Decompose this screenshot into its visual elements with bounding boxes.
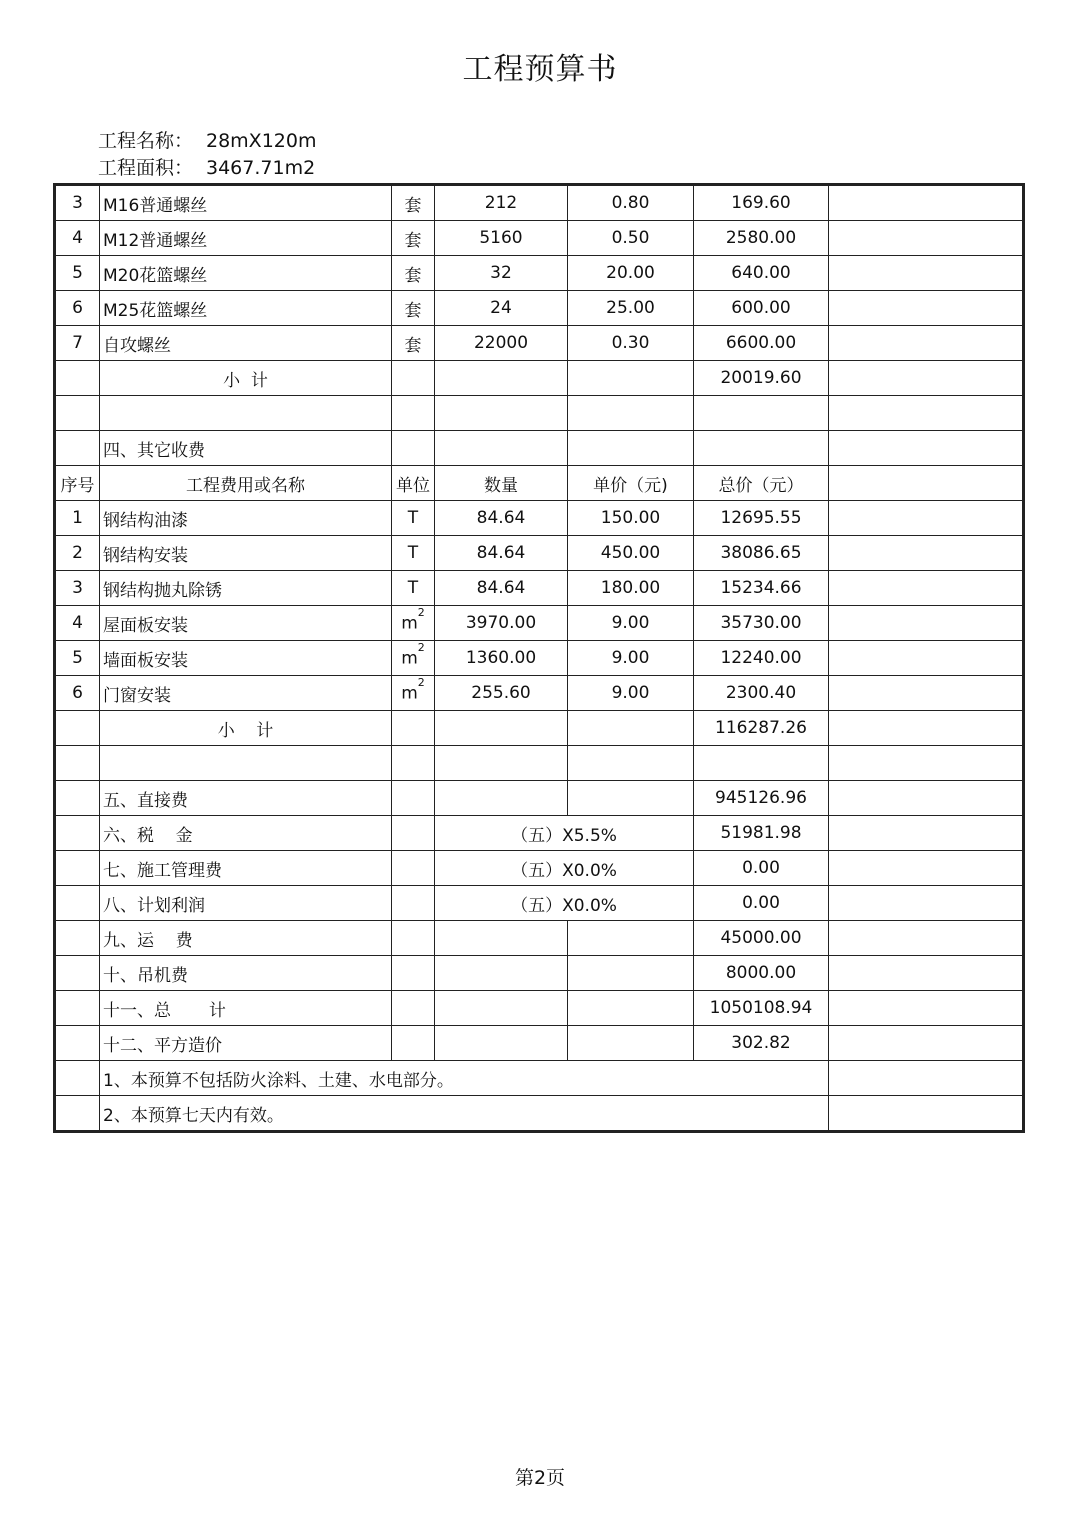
row-name: M16普通螺丝: [100, 186, 392, 221]
project-area-value: 3467.71m2: [206, 157, 316, 179]
empty-cell: [56, 1061, 100, 1096]
empty-cell: [829, 991, 1023, 1026]
empty-cell: [568, 1026, 694, 1061]
row-remark: [829, 291, 1023, 326]
row-total: 15234.66: [694, 571, 829, 606]
row-unit: 套: [392, 291, 435, 326]
row-unit: 套: [392, 186, 435, 221]
project-area-label: 工程面积：: [98, 157, 194, 179]
empty-cell: [829, 816, 1023, 851]
subtotal-row: [56, 711, 1023, 746]
row-qty: 255.60: [435, 676, 568, 711]
row-price: 0.50: [568, 221, 694, 256]
empty-cell: [56, 781, 100, 816]
table-row: [56, 606, 1023, 641]
summary-label: 七、施工管理费: [100, 851, 392, 886]
empty-cell: [568, 746, 694, 781]
empty-cell: [56, 851, 100, 886]
row-price: 20.00: [568, 256, 694, 291]
empty-cell: [829, 956, 1023, 991]
empty-cell: [435, 956, 568, 991]
table-row: [56, 326, 1023, 361]
row-remark: [829, 256, 1023, 291]
table-row: [56, 501, 1023, 536]
empty-cell: [392, 851, 435, 886]
header-name: 工程费用或名称: [100, 466, 392, 501]
row-no: 6: [56, 676, 100, 711]
header-qty: 数量: [435, 466, 568, 501]
row-total: 640.00: [694, 256, 829, 291]
empty-cell: [392, 431, 435, 466]
header-no: 序号: [56, 466, 100, 501]
header-total: 总价（元）: [694, 466, 829, 501]
empty-cell: [694, 746, 829, 781]
empty-cell: [568, 991, 694, 1026]
empty-cell: [56, 746, 100, 781]
empty-cell: [100, 746, 392, 781]
empty-cell: [435, 1026, 568, 1061]
row-no: 3: [56, 186, 100, 221]
summary-label: 六、税 金: [100, 816, 392, 851]
row-qty: 84.64: [435, 501, 568, 536]
summary-value: 945126.96: [694, 781, 829, 816]
empty-cell: [829, 396, 1023, 431]
row-name: 门窗安装: [100, 676, 392, 711]
row-price: 450.00: [568, 536, 694, 571]
row-price: 0.30: [568, 326, 694, 361]
empty-cell: [694, 396, 829, 431]
row-remark: [829, 221, 1023, 256]
row-price: 25.00: [568, 291, 694, 326]
summary-row-crane: [56, 956, 1023, 991]
empty-cell: [56, 431, 100, 466]
row-remark: [829, 606, 1023, 641]
empty-cell: [56, 991, 100, 1026]
empty-cell: [829, 781, 1023, 816]
row-price: 180.00: [568, 571, 694, 606]
empty-cell: [56, 816, 100, 851]
summary-value: 1050108.94: [694, 991, 829, 1026]
empty-cell: [56, 956, 100, 991]
empty-cell: [392, 991, 435, 1026]
page-number: 第2页: [514, 1467, 566, 1489]
row-qty: 212: [435, 186, 568, 221]
blank-row: [56, 396, 1023, 431]
row-price: 9.00: [568, 606, 694, 641]
subtotal-label: 小 计: [100, 711, 392, 746]
row-qty: 84.64: [435, 536, 568, 571]
summary-label: 八、计划利润: [100, 886, 392, 921]
empty-cell: [56, 1096, 100, 1131]
empty-cell: [829, 466, 1023, 501]
empty-cell: [56, 361, 100, 396]
header-price: 单价（元): [568, 466, 694, 501]
table-row: [56, 536, 1023, 571]
empty-cell: [100, 396, 392, 431]
empty-cell: [568, 956, 694, 991]
row-name: 屋面板安装: [100, 606, 392, 641]
row-no: 4: [56, 606, 100, 641]
unit-text: m: [401, 683, 418, 704]
unit-superscript: 2: [417, 676, 425, 690]
row-unit: 套: [392, 221, 435, 256]
summary-label: 九、运 费: [100, 921, 392, 956]
blank-row: [56, 746, 1023, 781]
empty-cell: [568, 921, 694, 956]
summary-label: 五、直接费: [100, 781, 392, 816]
summary-formula: （五）X5.5%: [435, 816, 694, 851]
summary-label: 十二、平方造价: [100, 1026, 392, 1061]
summary-label: 十一、总 计: [100, 991, 392, 1026]
row-name: 自攻螺丝: [100, 326, 392, 361]
row-name: 钢结构油漆: [100, 501, 392, 536]
empty-cell: [435, 361, 568, 396]
summary-value: 0.00: [694, 886, 829, 921]
row-no: 5: [56, 256, 100, 291]
empty-cell: [392, 396, 435, 431]
row-no: 2: [56, 536, 100, 571]
table-row: [56, 291, 1023, 326]
row-price: 150.00: [568, 501, 694, 536]
empty-cell: [829, 361, 1023, 396]
row-unit: 套: [392, 326, 435, 361]
table-row: [56, 676, 1023, 711]
row-unit: [392, 641, 435, 676]
row-qty: 84.64: [435, 571, 568, 606]
section-heading: 四、其它收费: [100, 431, 392, 466]
section-heading-row: [56, 431, 1023, 466]
empty-cell: [829, 711, 1023, 746]
subtotal-value: 20019.60: [694, 361, 829, 396]
row-no: 7: [56, 326, 100, 361]
empty-cell: [56, 886, 100, 921]
summary-row-total: [56, 991, 1023, 1026]
subtotal-row: [56, 361, 1023, 396]
row-total: 12240.00: [694, 641, 829, 676]
empty-cell: [435, 781, 568, 816]
empty-cell: [392, 746, 435, 781]
header-unit: 单位: [392, 466, 435, 501]
empty-cell: [568, 431, 694, 466]
empty-cell: [568, 781, 694, 816]
empty-cell: [435, 711, 568, 746]
row-no: 5: [56, 641, 100, 676]
row-qty: 24: [435, 291, 568, 326]
row-qty: 5160: [435, 221, 568, 256]
table-row: [56, 186, 1023, 221]
project-area-line: [98, 153, 315, 180]
row-name: M25花篮螺丝: [100, 291, 392, 326]
empty-cell: [392, 886, 435, 921]
unit-text: m: [401, 613, 418, 634]
empty-cell: [568, 396, 694, 431]
row-remark: [829, 536, 1023, 571]
row-no: 1: [56, 501, 100, 536]
budget-table: [55, 185, 1023, 1131]
row-remark: [829, 641, 1023, 676]
row-name: M20花篮螺丝: [100, 256, 392, 291]
table-row: [56, 571, 1023, 606]
empty-cell: [392, 711, 435, 746]
empty-cell: [829, 1026, 1023, 1061]
header-row: [56, 466, 1023, 501]
row-remark: [829, 326, 1023, 361]
table-row: [56, 641, 1023, 676]
row-name: 钢结构安装: [100, 536, 392, 571]
empty-cell: [829, 1096, 1023, 1131]
row-total: 169.60: [694, 186, 829, 221]
row-total: 12695.55: [694, 501, 829, 536]
row-remark: [829, 501, 1023, 536]
row-unit: [392, 676, 435, 711]
row-name: 墙面板安装: [100, 641, 392, 676]
empty-cell: [829, 431, 1023, 466]
summary-row-direct: [56, 781, 1023, 816]
unit-superscript: 2: [417, 606, 425, 620]
project-name-line: [98, 126, 316, 153]
row-total: 38086.65: [694, 536, 829, 571]
project-name-value: 28mX120m: [206, 130, 317, 152]
project-name-label: 工程名称：: [98, 130, 194, 152]
subtotal-label: 小 计: [100, 361, 392, 396]
summary-value: 302.82: [694, 1026, 829, 1061]
summary-label: 十、吊机费: [100, 956, 392, 991]
row-qty: 3970.00: [435, 606, 568, 641]
row-no: 6: [56, 291, 100, 326]
note-text: 1、本预算不包括防火涂料、土建、水电部分。: [100, 1061, 829, 1096]
row-total: 2300.40: [694, 676, 829, 711]
summary-row-freight: [56, 921, 1023, 956]
row-remark: [829, 571, 1023, 606]
empty-cell: [829, 886, 1023, 921]
empty-cell: [392, 956, 435, 991]
summary-formula: （五）X0.0%: [435, 851, 694, 886]
empty-cell: [56, 921, 100, 956]
row-name: M12普通螺丝: [100, 221, 392, 256]
row-unit: T: [392, 501, 435, 536]
row-total: 600.00: [694, 291, 829, 326]
empty-cell: [829, 851, 1023, 886]
row-price: 0.80: [568, 186, 694, 221]
summary-formula: （五）X0.0%: [435, 886, 694, 921]
summary-row-management: [56, 851, 1023, 886]
row-unit: T: [392, 536, 435, 571]
note-row: [56, 1061, 1023, 1096]
row-qty: 22000: [435, 326, 568, 361]
row-unit: 套: [392, 256, 435, 291]
empty-cell: [392, 781, 435, 816]
note-row: [56, 1096, 1023, 1131]
row-unit: T: [392, 571, 435, 606]
row-total: 6600.00: [694, 326, 829, 361]
summary-value: 45000.00: [694, 921, 829, 956]
empty-cell: [392, 1026, 435, 1061]
note-text: 2、本预算七天内有效。: [100, 1096, 829, 1131]
empty-cell: [829, 1061, 1023, 1096]
summary-row-tax: [56, 816, 1023, 851]
row-qty: 32: [435, 256, 568, 291]
empty-cell: [568, 711, 694, 746]
empty-cell: [829, 921, 1023, 956]
row-price: 9.00: [568, 676, 694, 711]
document-title: 工程预算书: [462, 52, 618, 87]
empty-cell: [435, 921, 568, 956]
empty-cell: [435, 431, 568, 466]
row-price: 9.00: [568, 641, 694, 676]
empty-cell: [829, 746, 1023, 781]
row-unit: [392, 606, 435, 641]
row-no: 3: [56, 571, 100, 606]
summary-value: 0.00: [694, 851, 829, 886]
summary-row-profit: [56, 886, 1023, 921]
table-row: [56, 221, 1023, 256]
table-row: [56, 256, 1023, 291]
row-no: 4: [56, 221, 100, 256]
empty-cell: [694, 431, 829, 466]
row-qty: 1360.00: [435, 641, 568, 676]
empty-cell: [435, 396, 568, 431]
row-name: 钢结构抛丸除锈: [100, 571, 392, 606]
summary-value: 51981.98: [694, 816, 829, 851]
empty-cell: [392, 921, 435, 956]
empty-cell: [435, 746, 568, 781]
summary-value: 8000.00: [694, 956, 829, 991]
unit-superscript: 2: [417, 641, 425, 655]
empty-cell: [56, 711, 100, 746]
row-remark: [829, 186, 1023, 221]
empty-cell: [56, 1026, 100, 1061]
unit-text: m: [401, 648, 418, 669]
empty-cell: [392, 816, 435, 851]
empty-cell: [435, 991, 568, 1026]
row-total: 35730.00: [694, 606, 829, 641]
empty-cell: [568, 361, 694, 396]
row-total: 2580.00: [694, 221, 829, 256]
row-remark: [829, 676, 1023, 711]
empty-cell: [56, 396, 100, 431]
summary-row-unit-cost: [56, 1026, 1023, 1061]
empty-cell: [392, 361, 435, 396]
subtotal-value: 116287.26: [694, 711, 829, 746]
